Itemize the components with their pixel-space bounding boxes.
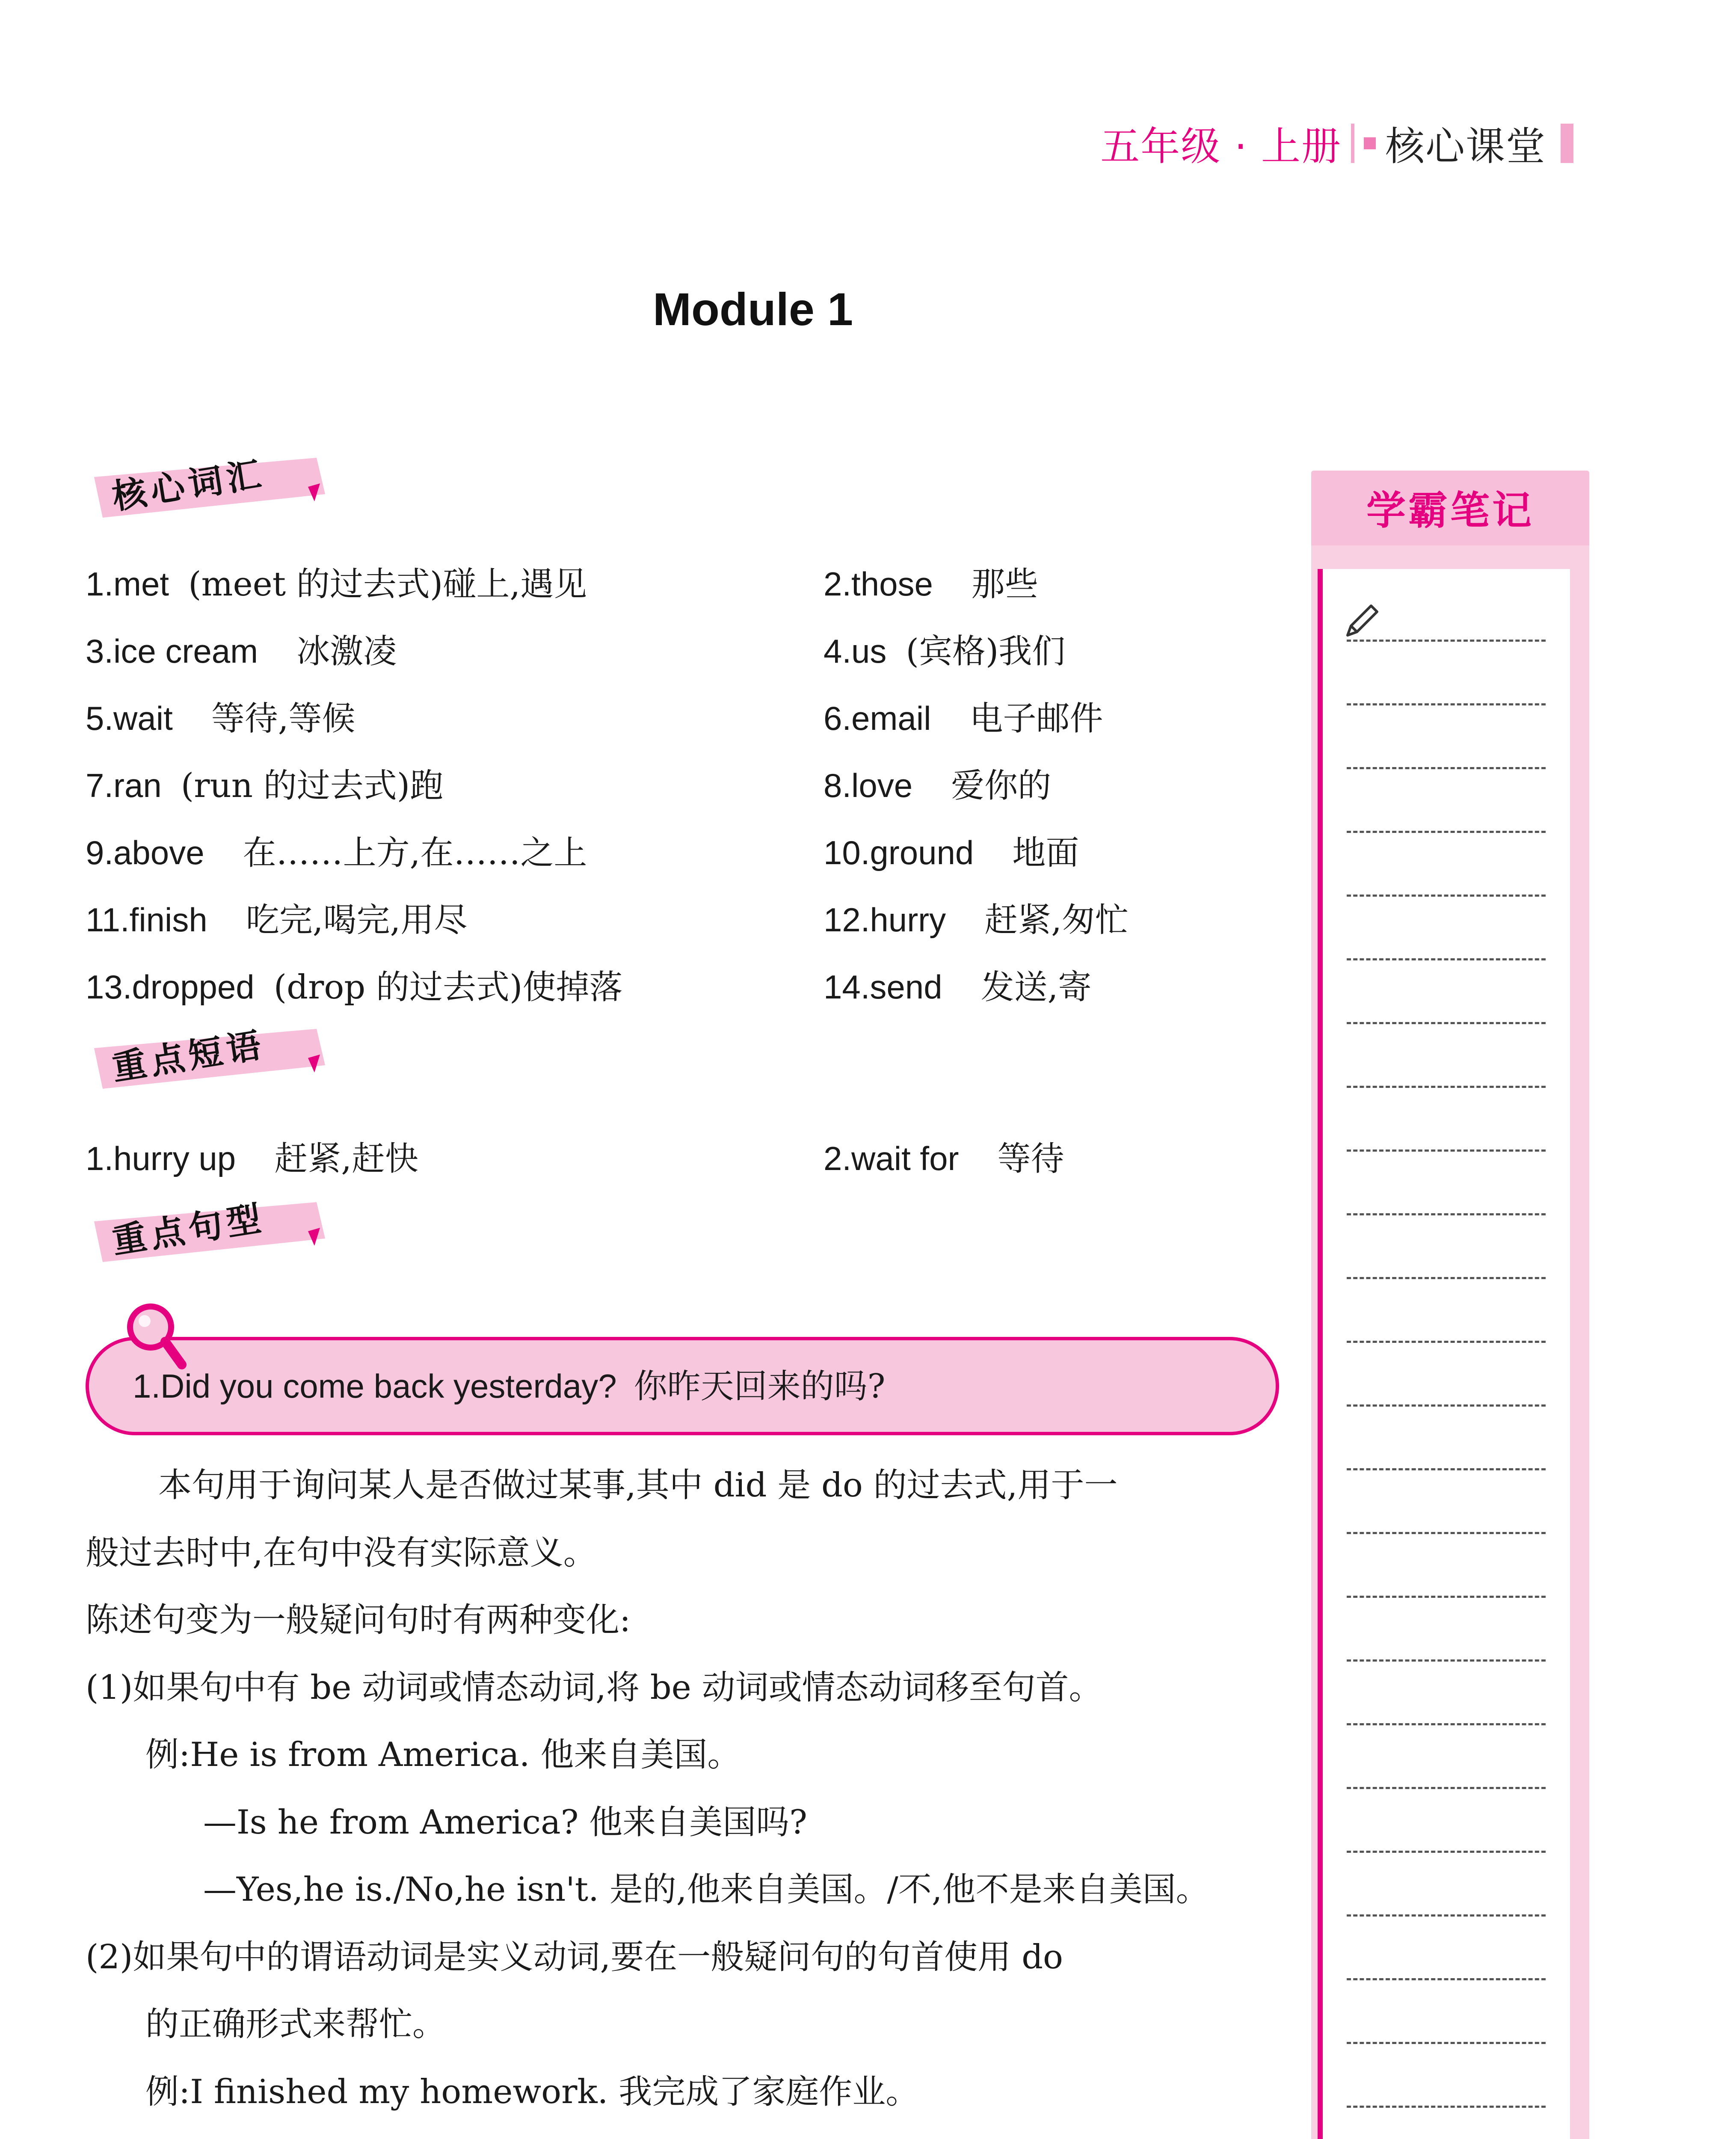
vocab-item: 10.ground 地面 — [824, 834, 1079, 872]
notes-line — [1347, 1213, 1546, 1215]
notes-line — [1347, 1851, 1546, 1853]
explanation-line: 本句用于询问某人是否做过某事,其中 did 是 do 的过去式,用于一 — [158, 1466, 1118, 1505]
vocab-item: 11.finish 吃完,喝完,用尽 — [86, 901, 468, 939]
header-square-icon — [1364, 137, 1376, 149]
section-ribbon-phrases — [86, 1025, 325, 1091]
notes-line — [1347, 1787, 1546, 1789]
section-title-vocab: 核心词汇 — [109, 453, 268, 517]
phrase-item: 2.wait for 等待 — [824, 1140, 1064, 1178]
header-divider — [1351, 124, 1354, 163]
notes-paper — [1318, 569, 1570, 2139]
page-header — [1100, 116, 1573, 171]
header-bar — [1561, 124, 1573, 163]
header-course: 核心课堂 — [1385, 124, 1546, 169]
pencil-icon — [1343, 601, 1382, 640]
header-grade: 五年级 · 上册 — [1100, 124, 1342, 169]
notes-line — [1347, 1277, 1546, 1279]
explanation-line: 例:He is from America. 他来自美国。 — [145, 1736, 741, 1774]
notes-line — [1347, 1596, 1546, 1598]
explanation-line: —Is he from America? 他来自美国吗? — [203, 1803, 807, 1842]
section-ribbon-sentences — [86, 1198, 325, 1264]
notes-line — [1347, 1086, 1546, 1088]
vocab-item: 9.above 在……上方,在……之上 — [86, 834, 587, 872]
vocab-item: 5.wait 等待,等候 — [86, 699, 355, 738]
notes-line — [1347, 1723, 1546, 1725]
notes-title: 学霸笔记 — [1366, 487, 1534, 533]
notes-line — [1347, 767, 1546, 769]
notes-line — [1347, 958, 1546, 960]
page-title: Module 1 — [652, 283, 853, 335]
notes-line — [1347, 2042, 1546, 2044]
notes-line — [1347, 640, 1546, 642]
phrase-item: 1.hurry up 赶紧,赶快 — [86, 1140, 418, 1178]
notes-line — [1347, 2106, 1546, 2108]
explanation-line: —Yes,he is./No,he isn't. 是的,他来自美国。/不,他不是来自美国。 — [203, 1870, 1209, 1909]
section-ribbon-vocab — [86, 453, 325, 520]
notes-line — [1347, 831, 1546, 833]
key-sentence: 1.Did you come back yesterday? 你昨天回来的吗? — [133, 1367, 886, 1406]
notes-line — [1347, 1659, 1546, 1662]
vocab-item: 3.ice cream 冰激凌 — [86, 632, 397, 671]
vocab-item: 6.email 电子邮件 — [824, 699, 1103, 738]
notes-line — [1347, 1149, 1546, 1152]
explanation-line: 的正确形式来帮忙。 — [145, 2005, 446, 2044]
notes-line — [1347, 703, 1546, 705]
section-title-phrases: 重点短语 — [109, 1024, 268, 1088]
vocab-item: 14.send 发送,寄 — [824, 968, 1092, 1007]
vocab-item: 8.love 爱你的 — [824, 767, 1052, 805]
explanation-line: (2)如果句中的谓语动词是实义动词,要在一般疑问句的句首使用 do — [86, 1938, 1063, 1976]
explanation-line: 陈述句变为一般疑问句时有两种变化: — [86, 1601, 631, 1639]
explanation-line: (1)如果句中有 be 动词或情态动词,将 be 动词或情态动词移至句首。 — [86, 1668, 1102, 1707]
notes-line — [1347, 895, 1546, 897]
notes-line — [1347, 1978, 1546, 1980]
vocab-item: 4.us (宾格)我们 — [824, 632, 1066, 671]
vocab-item: 13.dropped (drop 的过去式)使掉落 — [86, 968, 623, 1007]
notes-line — [1347, 1532, 1546, 1534]
vocab-item: 1.met (meet 的过去式)碰上,遇见 — [86, 565, 587, 604]
vocab-item: 2.those 那些 — [824, 565, 1038, 604]
notes-line — [1347, 1404, 1546, 1407]
notes-line — [1347, 1914, 1546, 1917]
explanation-line: 例:I finished my homework. 我完成了家庭作业。 — [145, 2073, 919, 2111]
notes-line — [1347, 1468, 1546, 1470]
notes-line — [1347, 1341, 1546, 1343]
vocab-item: 7.ran (run 的过去式)跑 — [86, 767, 444, 805]
section-title-sentences: 重点句型 — [109, 1197, 268, 1262]
magnifier-icon — [124, 1301, 188, 1373]
explanation-line: 般过去时中,在句中没有实际意义。 — [86, 1534, 597, 1572]
vocab-item: 12.hurry 赶紧,匆忙 — [824, 901, 1129, 939]
notes-line — [1347, 1022, 1546, 1024]
